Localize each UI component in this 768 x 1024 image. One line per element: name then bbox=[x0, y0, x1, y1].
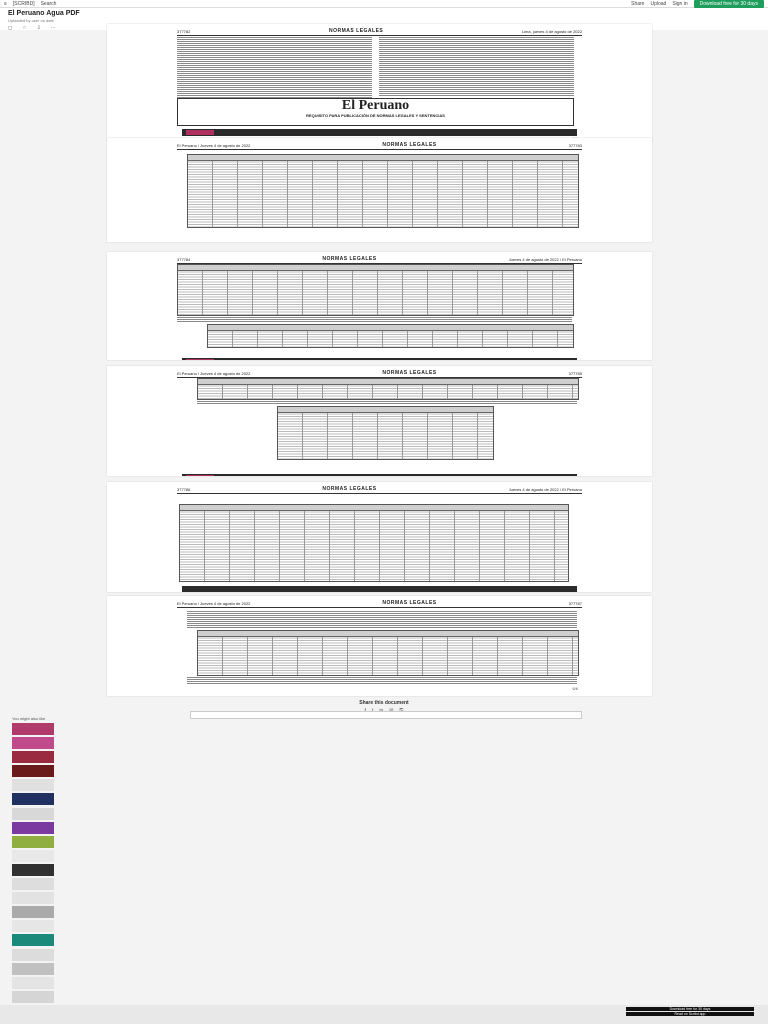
related-thumbnail[interactable] bbox=[12, 751, 54, 763]
page-footer-strip bbox=[182, 474, 577, 476]
related-item[interactable] bbox=[12, 864, 762, 878]
related-item[interactable] bbox=[12, 949, 762, 963]
data-table bbox=[197, 378, 579, 400]
upload-button[interactable]: Upload bbox=[650, 0, 667, 7]
section-title: NORMAS LEGALES bbox=[322, 486, 377, 492]
related-item[interactable] bbox=[12, 723, 762, 737]
related-thumbnail[interactable] bbox=[12, 822, 54, 834]
related-item[interactable] bbox=[12, 765, 762, 779]
download-free-button[interactable]: Download free for 30 days bbox=[626, 1007, 754, 1011]
related-item[interactable] bbox=[12, 906, 762, 920]
related-thumbnail[interactable] bbox=[12, 906, 54, 918]
ad-thumbnail bbox=[186, 130, 214, 135]
text-column bbox=[379, 36, 574, 96]
save-icon[interactable]: ◻ bbox=[8, 25, 13, 31]
related-thumbnail[interactable] bbox=[12, 864, 54, 876]
data-table bbox=[197, 630, 579, 676]
related-thumbnail[interactable] bbox=[12, 977, 54, 989]
page-header: 377786 NORMAS LEGALES Jueves 4 de agosto de 2022 / El Peruano bbox=[177, 486, 582, 492]
document-page-2 bbox=[107, 138, 652, 242]
section-title: NORMAS LEGALES bbox=[322, 256, 377, 262]
data-table bbox=[277, 406, 494, 460]
related-item[interactable] bbox=[12, 836, 762, 850]
ad-thumbnail bbox=[186, 475, 214, 476]
page-header: El Peruano / Jueves 4 de agosto de 2022 NORMAS LEGALES 377783 bbox=[177, 142, 582, 148]
related-documents bbox=[12, 716, 762, 1005]
related-item[interactable] bbox=[12, 751, 762, 765]
page-number: 6/6 bbox=[572, 686, 578, 691]
related-item[interactable] bbox=[12, 878, 762, 892]
document-page-6 bbox=[107, 596, 652, 696]
data-table bbox=[207, 324, 574, 348]
related-item[interactable] bbox=[12, 920, 762, 934]
text-block bbox=[187, 610, 577, 628]
related-item[interactable] bbox=[12, 892, 762, 906]
related-item[interactable] bbox=[12, 991, 762, 1005]
table-notes bbox=[177, 316, 572, 322]
document-page-4 bbox=[107, 366, 652, 476]
related-item[interactable] bbox=[12, 737, 762, 751]
page-header: El Peruano / Jueves 4 de agosto de 2022 NORMAS LEGALES 377787 bbox=[177, 600, 582, 606]
related-item[interactable] bbox=[12, 779, 762, 793]
related-item[interactable] bbox=[12, 977, 762, 991]
footer-buttons bbox=[626, 1007, 754, 1016]
related-thumbnail[interactable] bbox=[12, 850, 54, 862]
related-item[interactable] bbox=[12, 808, 762, 822]
table-notes bbox=[197, 400, 577, 405]
section-title: NORMAS LEGALES bbox=[329, 28, 384, 34]
document-page-5 bbox=[107, 482, 652, 592]
page-footer-strip bbox=[182, 129, 577, 136]
read-app-button[interactable]: Read on Scribd app bbox=[626, 1012, 754, 1016]
download-button[interactable]: Download free for 30 days bbox=[694, 0, 764, 8]
download-icon[interactable]: ⇩ bbox=[36, 25, 41, 31]
document-subtitle: Uploaded by user on date bbox=[8, 18, 54, 23]
page-footer-strip bbox=[182, 358, 577, 360]
sign-in-button[interactable]: Sign in bbox=[672, 0, 688, 7]
related-thumbnail[interactable] bbox=[12, 793, 54, 805]
star-icon[interactable]: ☆ bbox=[22, 25, 27, 31]
related-thumbnail[interactable] bbox=[12, 878, 54, 890]
logo[interactable]: [SCRIBD] bbox=[12, 0, 35, 7]
related-thumbnail[interactable] bbox=[12, 991, 54, 1003]
site-footer bbox=[0, 1005, 768, 1024]
related-thumbnail[interactable] bbox=[12, 808, 54, 820]
related-thumbnail[interactable] bbox=[12, 949, 54, 961]
related-thumbnail[interactable] bbox=[12, 963, 54, 975]
page-header: 377784 NORMAS LEGALES Jueves 4 de agosto de 2022 / El Peruano bbox=[177, 256, 582, 262]
related-thumbnail[interactable] bbox=[12, 779, 54, 791]
menu-icon[interactable]: ≡ bbox=[4, 0, 7, 7]
related-list bbox=[12, 723, 762, 1005]
data-table bbox=[187, 154, 579, 228]
related-thumbnail[interactable] bbox=[12, 920, 54, 932]
document-title: El Peruano Agua PDF bbox=[8, 10, 80, 17]
related-thumbnail[interactable] bbox=[12, 765, 54, 777]
page-header: El Peruano / Jueves 4 de agosto de 2022 NORMAS LEGALES 377785 bbox=[177, 370, 582, 376]
section-title: NORMAS LEGALES bbox=[382, 142, 437, 148]
related-item[interactable] bbox=[12, 934, 762, 948]
related-thumbnail[interactable] bbox=[12, 934, 54, 946]
page-header: 377782 NORMAS LEGALES Lima, jueves 4 de agosto de 2022 bbox=[177, 28, 582, 34]
text-block bbox=[187, 676, 577, 684]
search-input[interactable]: Search bbox=[40, 0, 57, 7]
related-item[interactable] bbox=[12, 793, 762, 807]
related-thumbnail[interactable] bbox=[12, 836, 54, 848]
publication-banner: El Peruano REQUISITO PARA PUBLICACIÓN DE NORMAS LEGALES Y SENTENCIAS bbox=[177, 98, 574, 126]
related-thumbnail[interactable] bbox=[12, 892, 54, 904]
related-item[interactable] bbox=[12, 850, 762, 864]
data-table bbox=[179, 504, 569, 582]
related-heading: You might also like bbox=[12, 716, 46, 721]
related-item[interactable] bbox=[12, 822, 762, 836]
more-icon[interactable]: ⋯ bbox=[50, 25, 56, 31]
top-bar bbox=[0, 0, 768, 8]
data-table bbox=[177, 264, 574, 316]
section-title: NORMAS LEGALES bbox=[382, 600, 437, 606]
related-thumbnail[interactable] bbox=[12, 737, 54, 749]
related-thumbnail[interactable] bbox=[12, 723, 54, 735]
ad-thumbnail bbox=[186, 359, 214, 360]
share-title: Share this document bbox=[359, 700, 409, 706]
section-title: NORMAS LEGALES bbox=[382, 370, 437, 376]
page-footer-strip bbox=[182, 586, 577, 592]
related-item[interactable] bbox=[12, 963, 762, 977]
document-page-1 bbox=[107, 24, 652, 142]
document-page-3 bbox=[107, 252, 652, 360]
share-button[interactable]: Share bbox=[631, 0, 645, 7]
